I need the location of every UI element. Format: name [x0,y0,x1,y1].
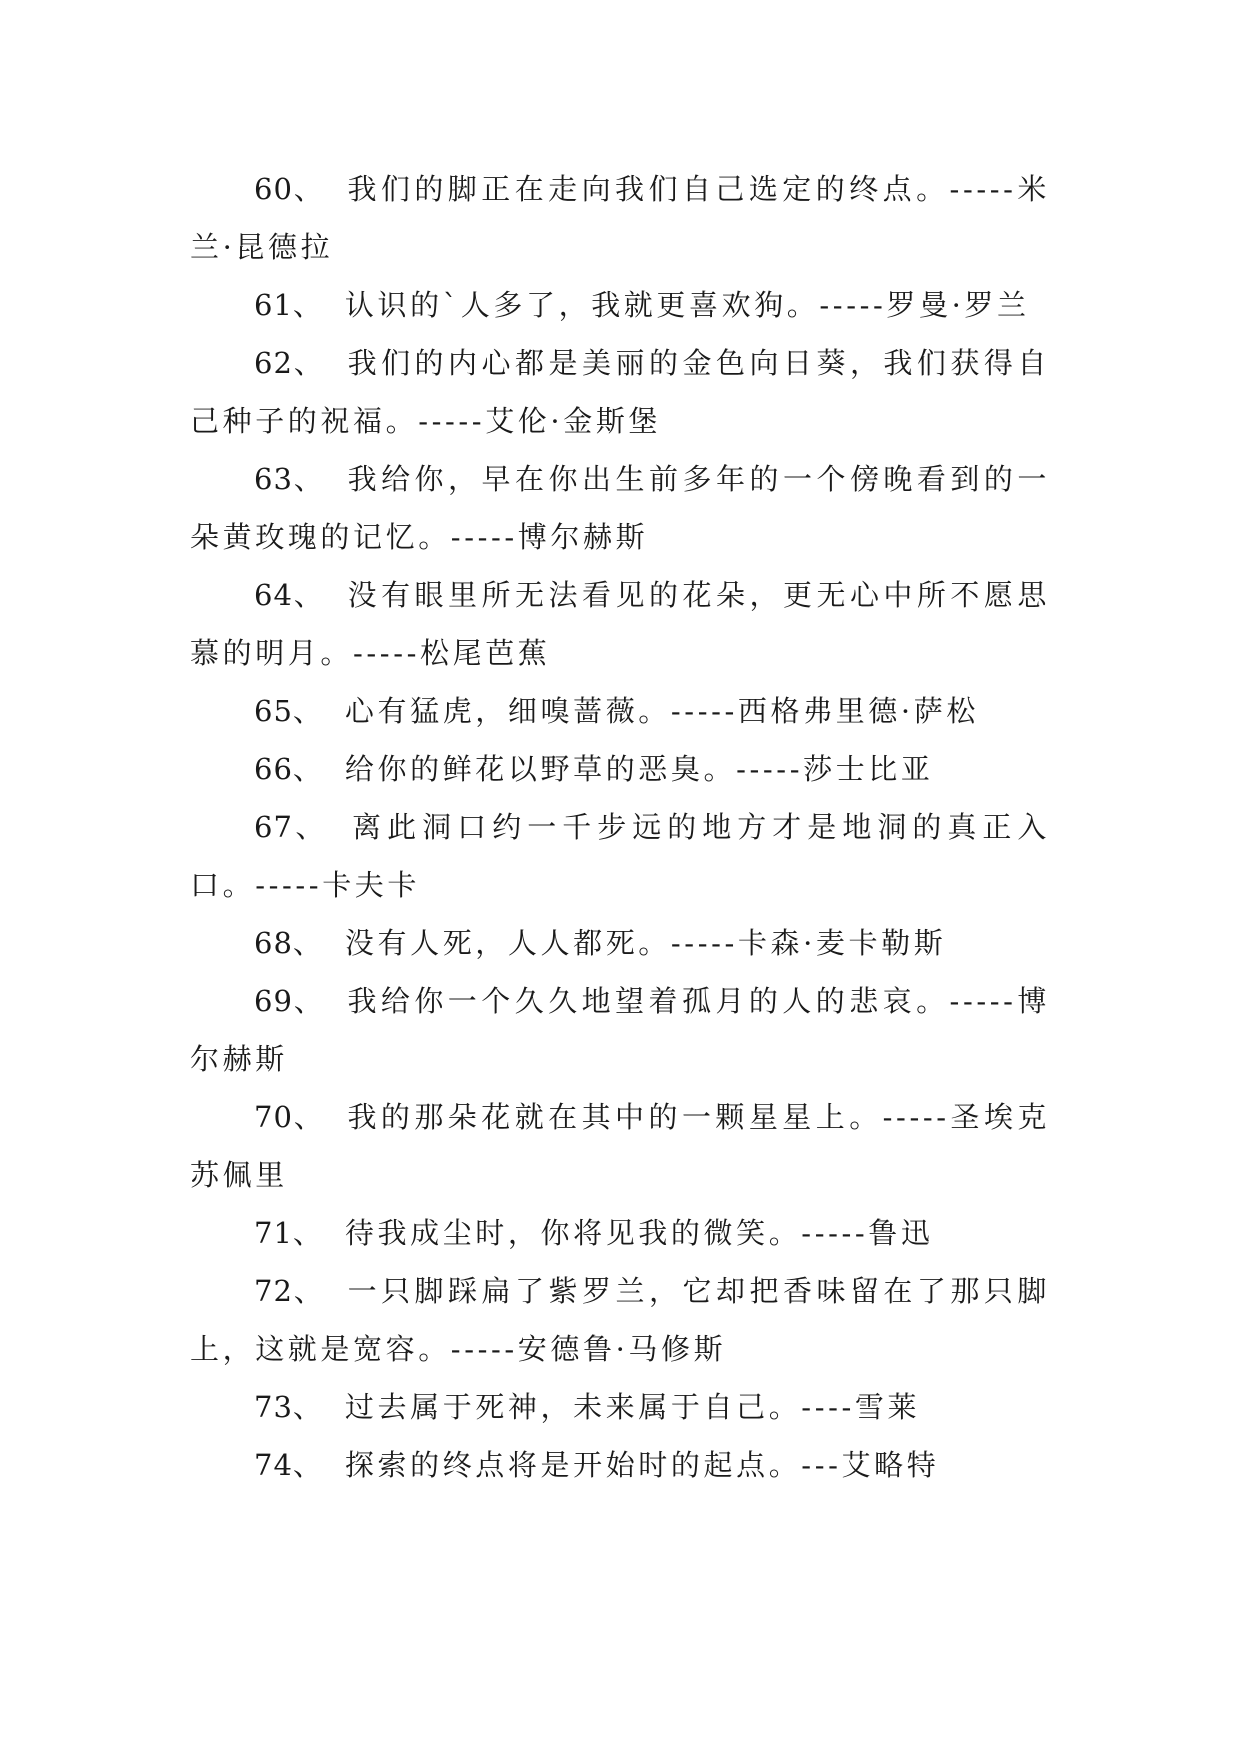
quote-number: 60、 [254,172,325,206]
quote-number: 73、 [254,1390,323,1424]
quote-text: 我们的脚正在走向我们自己选定的终点。-----米兰·昆德拉 [190,172,1050,264]
quote-number: 63、 [254,462,325,496]
quote-entry [190,334,1050,450]
quote-entry [190,566,1050,682]
quote-number: 70、 [254,1100,325,1134]
quote-number: 68、 [254,926,323,960]
quote-text: 待我成尘时，你将见我的微笑。-----鲁迅 [344,1216,934,1250]
quote-text: 我的那朵花就在其中的一颗星星上。-----圣埃克苏佩里 [190,1100,1050,1192]
quote-list [190,160,1050,1494]
quote-text: 离此洞口约一千步远的地方才是地洞的真正入口。-----卡夫卡 [190,810,1050,902]
quote-entry [190,972,1050,1088]
quote-text: 探索的终点将是开始时的起点。---艾略特 [344,1448,940,1482]
quote-number: 62、 [254,346,325,380]
quote-number: 61、 [254,288,323,322]
quote-number: 71、 [254,1216,323,1250]
quote-entry [190,160,1050,276]
quote-text: 心有猛虎，细嗅蔷薇。-----西格弗里德·萨松 [344,694,979,728]
quote-entry [190,1262,1050,1378]
quote-text: 我们的内心都是美丽的金色向日葵，我们获得自己种子的祝福。-----艾伦·金斯堡 [190,346,1050,438]
quote-entry [190,798,1050,914]
quote-entry [190,740,1050,798]
quote-entry [190,1088,1050,1204]
quote-number: 65、 [254,694,323,728]
quote-number: 74、 [254,1448,323,1482]
quote-text: 没有眼里所无法看见的花朵，更无心中所不愿思慕的明月。-----松尾芭蕉 [190,578,1050,670]
quote-text: 我给你，早在你出生前多年的一个傍晚看到的一朵黄玫瑰的记忆。-----博尔赫斯 [190,462,1050,554]
quote-text: 认识的`人多了，我就更喜欢狗。-----罗曼·罗兰 [344,288,1030,322]
quote-number: 69、 [254,984,325,1018]
quote-text: 过去属于死神，未来属于自己。----雪莱 [344,1390,921,1424]
quote-text: 给你的鲜花以野草的恶臭。-----莎士比亚 [344,752,934,786]
quote-number: 66、 [254,752,323,786]
quote-entry [190,914,1050,972]
quote-entry [190,1204,1050,1262]
quote-entry [190,1436,1050,1494]
quote-entry [190,682,1050,740]
quote-text: 我给你一个久久地望着孤月的人的悲哀。-----博尔赫斯 [190,984,1050,1076]
quote-text: 一只脚踩扁了紫罗兰，它却把香味留在了那只脚上，这就是宽容。-----安德鲁·马修斯 [190,1274,1050,1366]
quote-text: 没有人死，人人都死。-----卡森·麦卡勒斯 [344,926,947,960]
quote-number: 64、 [254,578,325,612]
quote-number: 67、 [254,810,328,844]
quote-entry [190,276,1050,334]
quote-entry [190,1378,1050,1436]
quote-number: 72、 [254,1274,325,1308]
quote-entry [190,450,1050,566]
